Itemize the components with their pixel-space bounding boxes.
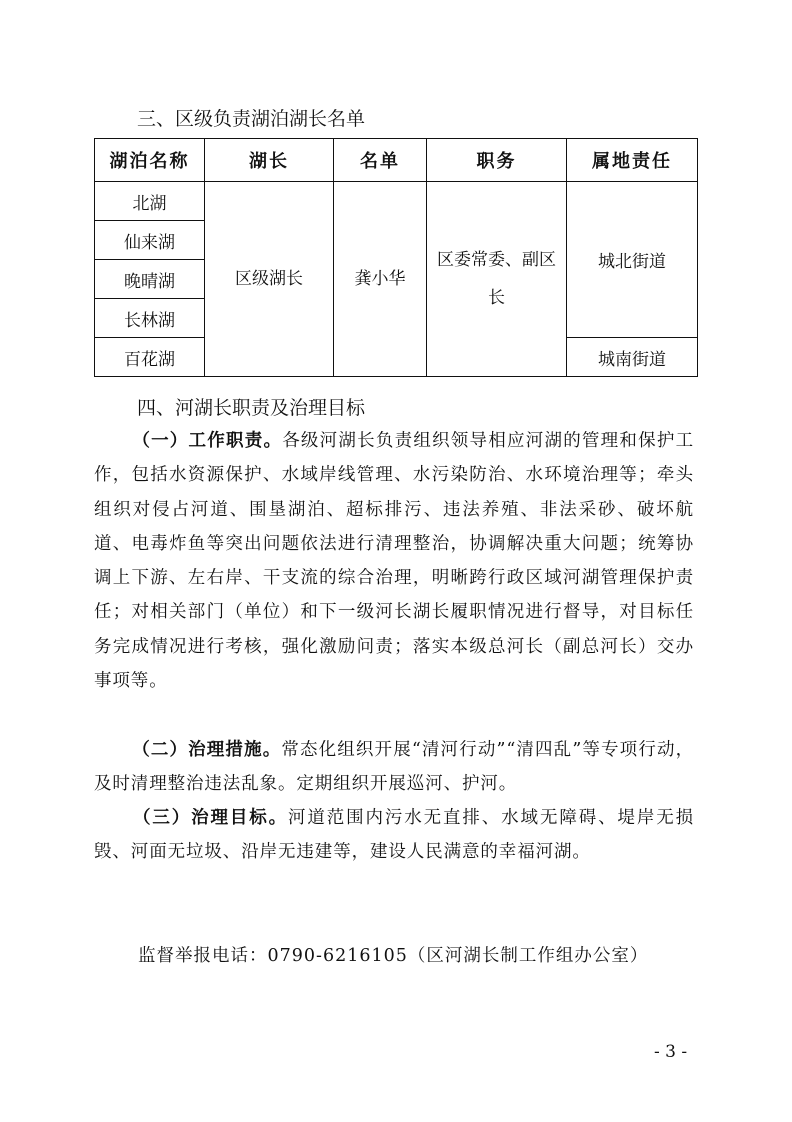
page-number: - 3 - (654, 1042, 688, 1062)
goals-lead: （三）治理目标。 (132, 808, 289, 828)
measures-lead: （二）治理措施。 (132, 740, 282, 760)
header-lake-name: 湖泊名称 (95, 139, 205, 182)
header-position: 职务 (427, 139, 567, 182)
section-3-heading: 三、区级负责湖泊湖长名单 (137, 108, 366, 130)
measures-paragraph (94, 733, 694, 802)
jurisdiction-south-cell: 城南街道 (567, 338, 698, 377)
lake-cell: 百花湖 (95, 338, 205, 377)
duties-text: 各级河湖长负责组织领导相应河湖的管理和保护工作，包括水资源保护、水域岸线管理、水污染防治、水环境治理等；牵头组织对侵占河道、围垦湖泊、超标排污、违法养殖、非法采砂、破坏航道、电毒炸鱼等突出问题依法进行清理整治，协调解决重大问题；统筹协调上下游、左右岸、干支流的综合治理，明晰跨行政区域河湖管理保护责任；对相关部门（单位）和下一级河长湖长履职情况进行督导，对目标任务完成情况进行考核，强化激励问责；落实本级总河长（副总河长）交办事项等。 (94, 431, 694, 692)
measures-text: 常态化组织开展“清河行动”“清四乱”等专项行动，及时清理整治违法乱象。定期组织开展巡河、护河。 (94, 740, 694, 795)
section-4-heading: 四、河湖长职责及治理目标 (137, 397, 366, 419)
duties-paragraph (94, 424, 694, 698)
goals-paragraph (94, 801, 694, 870)
position-cell: 区委常委、副区长 (427, 182, 567, 377)
lake-cell: 长林湖 (95, 299, 205, 338)
table-header-row (95, 139, 698, 182)
header-jurisdiction: 属地责任 (567, 139, 698, 182)
hotline-text: 监督举报电话：0790-6216105（区河湖长制工作组办公室） (138, 946, 649, 966)
header-lake-chief: 湖长 (205, 139, 334, 182)
table-row (95, 182, 698, 221)
jurisdiction-north-cell: 城北街道 (567, 182, 698, 338)
duties-lead: （一）工作职责。 (132, 431, 283, 451)
chief-name-cell: 龚小华 (334, 182, 427, 377)
lake-cell: 晚晴湖 (95, 260, 205, 299)
header-name-list: 名单 (334, 139, 427, 182)
lake-chief-table (94, 138, 698, 377)
goals-text: 河道范围内污水无直排、水域无障碍、堤岸无损毁、河面无垃圾、沿岸无违建等，建设人民满意的幸福河湖。 (94, 808, 694, 863)
chief-level-cell: 区级湖长 (205, 182, 334, 377)
lake-cell: 仙来湖 (95, 221, 205, 260)
lake-cell: 北湖 (95, 182, 205, 221)
